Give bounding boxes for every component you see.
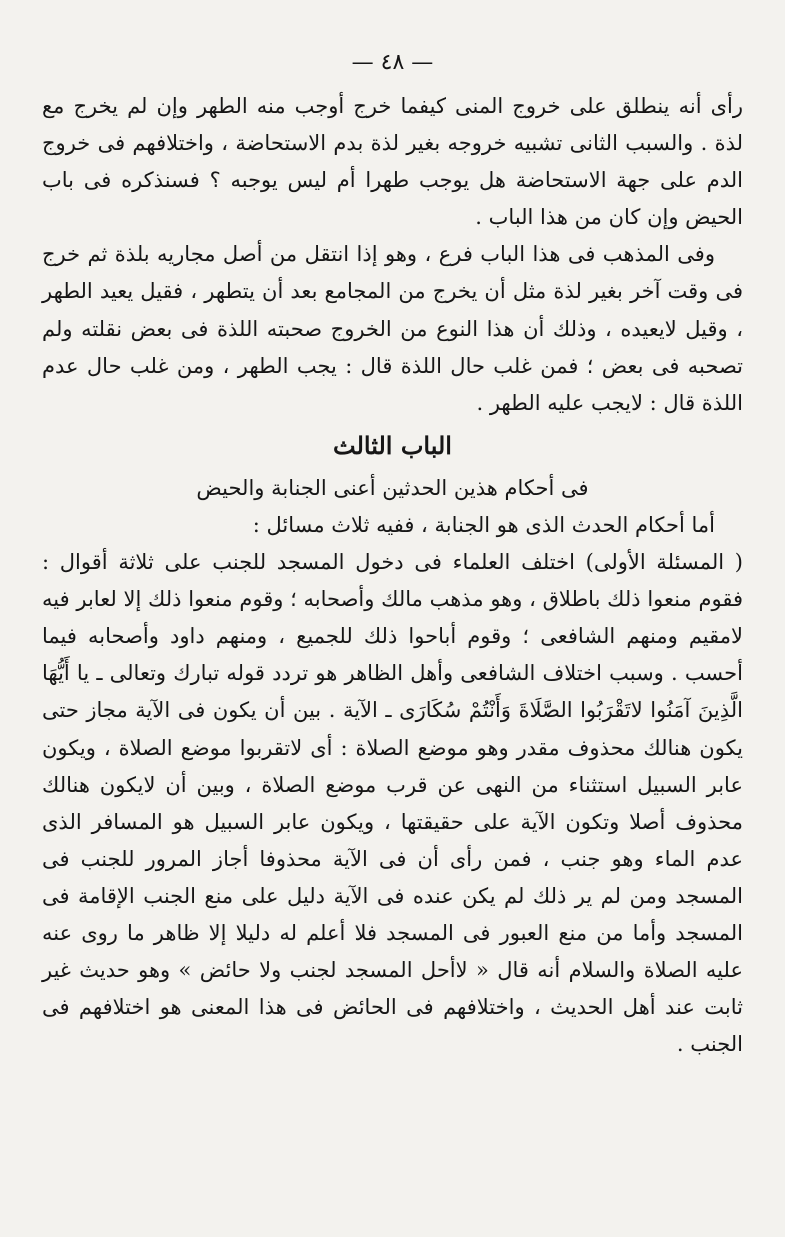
page-body (42, 88, 743, 1063)
section-paragraph: ( المسئلة الأولى) اختلف العلماء فى دخول المسجد للجنب على ثلاثة أقوال : فقوم منعوا ذلك باطلاق ، وهو مذهب مالك وأصحابه ؛ وقوم منعوا ذلك إلا لعابر فيه لامقيم ومنهم الشافعى ؛ وقوم أباحوا ذلك للجميع ، ومنهم داود وأصحابه فيما أحسب . وسبب اختلاف الشافعى وأهل الظاهر هو تردد قوله تبارك وتعالى ـ يا أَيُّهَا الَّذِينَ آمَنُوا لاتَقْرَبُوا الصَّلَاةَ وَأَنْتُمْ سُكَارَى ـ الآية . بين أن يكون فى الآية مجاز حتى يكون هنالك محذوف مقدر وهو موضع الصلاة : أى لاتقربوا موضع الصلاة ، ويكون عابر السبيل استثناء من النهى عن قرب موضع الصلاة ، وبين أن لايكون هنالك محذوف أصلا وتكون الآية على حقيقتها ، ويكون عابر السبيل هو المسافر الذى عدم الماء وهو جنب ، فمن رأى أن فى الآية محذوفا أجاز المرور للجنب فى المسجد ومن لم ير ذلك لم يكن عنده فى الآية دليل على منع الجنب الإقامة فى المسجد وأما من منع العبور فى المسجد فلا أعلم له دليلا إلا ظاهر ما روى عنه عليه الصلاة والسلام أنه قال « لاأحل المسجد لجنب ولا حائض » وهو حديث غير ثابت عند أهل الحديث ، واختلافهم فى الحائض فى هذا المعنى هو اختلافهم فى الجنب . (42, 550, 743, 1057)
page-number: — ٤٨ — (351, 50, 434, 75)
intro-line: أما أحكام الحدث الذى هو الجنابة ، ففيه ثلاث مسائل : (252, 512, 715, 537)
chapter-title: الباب الثالث (333, 430, 452, 460)
paragraph: رأى أنه ينطلق على خروج المنى كيفما خرج أوجب منه الطهر وإن لم يخرج مع لذة . والسبب الثانى تشبيه خروجه بغير لذة بدم الاستحاضة ، واختلافهم فى خروج الدم على جهة الاستحاضة هل يوجب طهرا أم ليس يوجبه ؟ فسنذكره فى باب الحيض وإن كان من هذا الباب . (42, 94, 743, 230)
chapter-subtitle: فى أحكام هذين الحدثين أعنى الجنابة والحيض (196, 475, 589, 500)
paragraph: وفى المذهب فى هذا الباب فرع ، وهو إذا انتقل من أصل مجاريه بلذة ثم خرج فى وقت آخر بغير لذة مثل أن يخرج من المجامع بعد أن يتطهر ، فقيل يعيد الطهر ، وقيل لايعيده ، وذلك أن هذا النوع من الخروج صحبته اللذة فى بعض نقلته ولم تصحبه فى بعض ؛ فمن غلب حال اللذة قال : يجب الطهر ، ومن غلب حال عدم اللذة قال : لايجب عليه الطهر . (42, 242, 743, 415)
